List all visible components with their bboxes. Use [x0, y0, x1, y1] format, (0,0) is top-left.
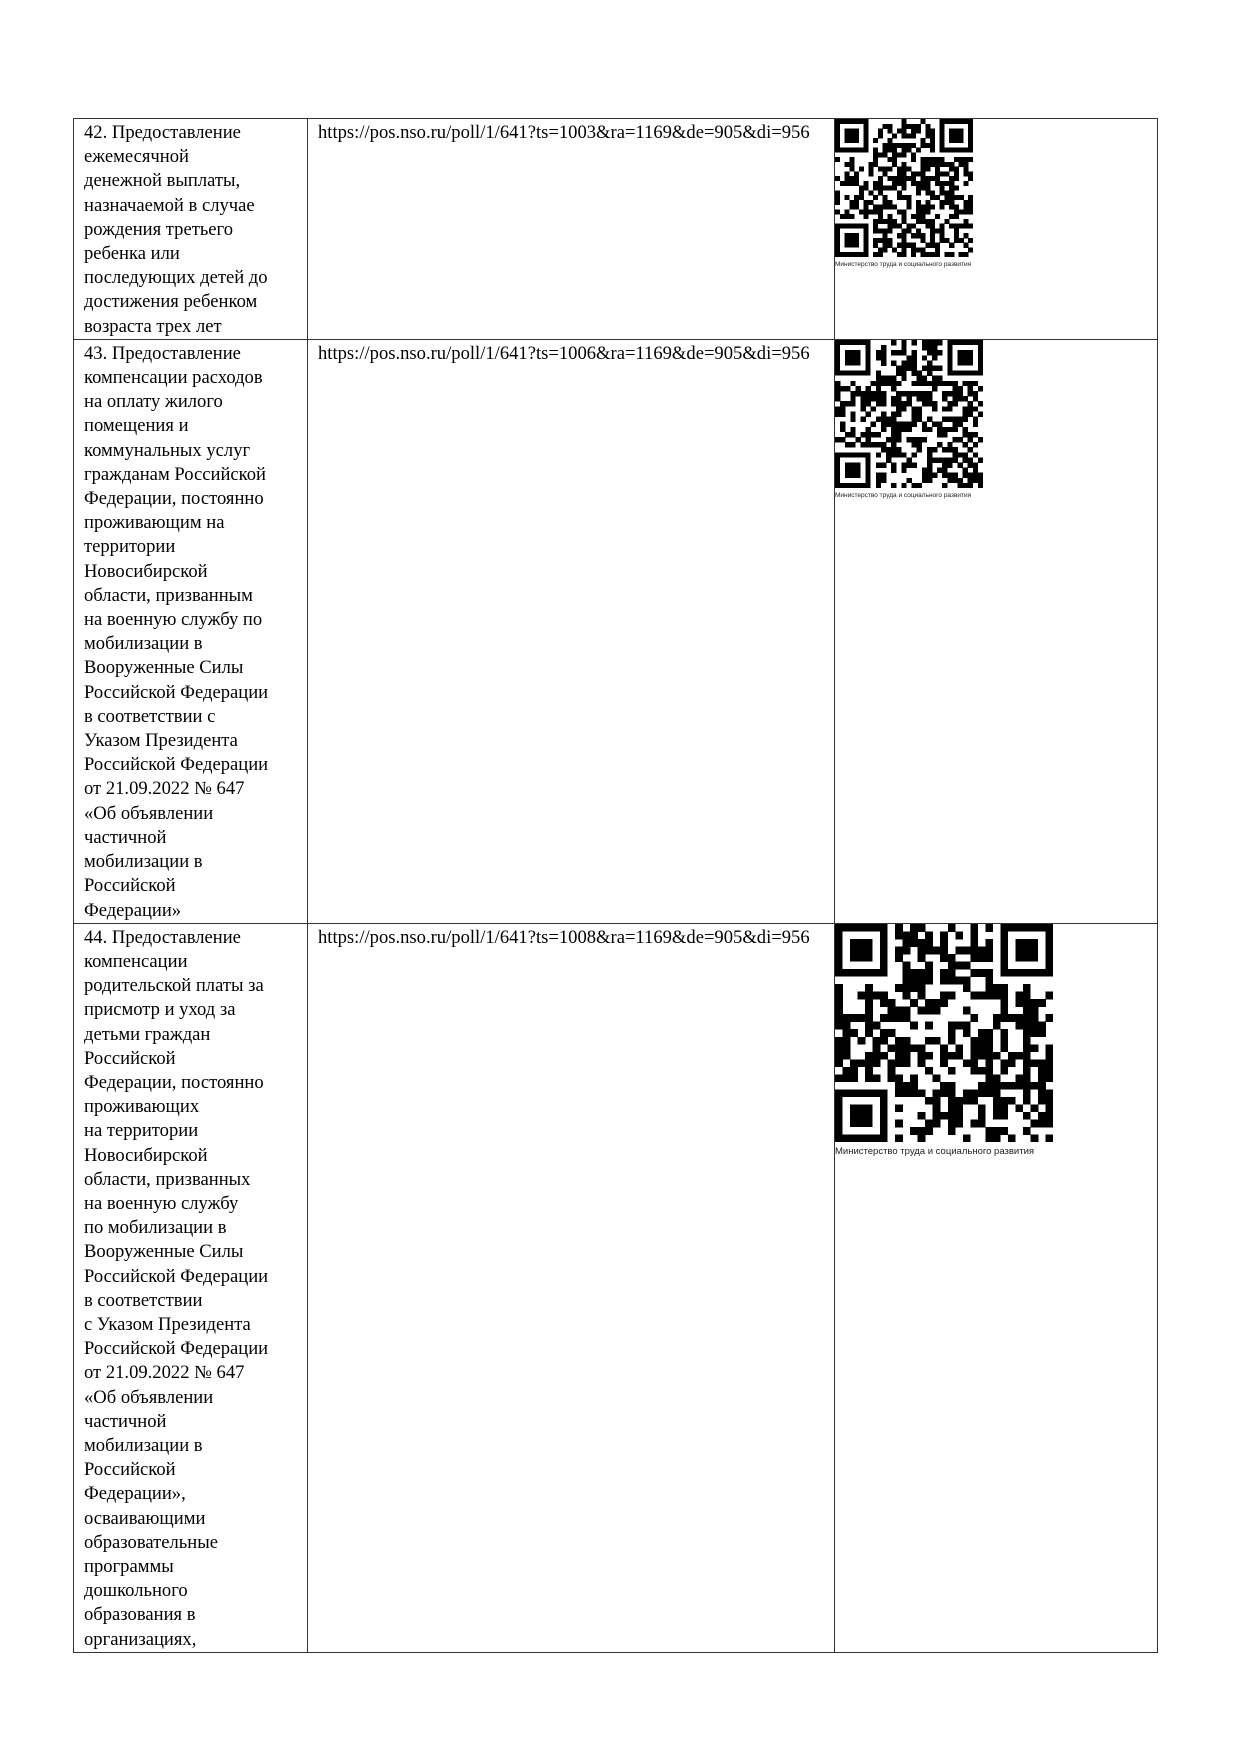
qr-cell — [835, 339, 1158, 923]
service-name-line: Федерации», — [84, 1483, 186, 1505]
services-table — [73, 118, 1158, 1653]
service-name-line: Федерации, постоянно — [84, 1071, 264, 1093]
service-name — [74, 119, 307, 339]
service-name-line: Российской — [84, 1459, 176, 1481]
service-name-line: образования в — [84, 1604, 196, 1626]
service-name-line: родительской платы за — [84, 975, 264, 997]
service-name-line: «Об объявлении — [84, 1386, 214, 1408]
service-name-line: возраста трех лет — [84, 315, 222, 337]
service-name-line: коммунальных услуг — [84, 439, 251, 461]
qr-cell — [835, 923, 1158, 1652]
service-name-line: помещения и — [84, 415, 189, 437]
service-name-line: в соответствии — [84, 1289, 203, 1311]
service-name-line: Указом Президента — [84, 730, 238, 752]
service-url-cell — [308, 923, 835, 1652]
service-url-cell — [308, 339, 835, 923]
service-url[interactable]: https://pos.nso.ru/poll/1/641?ts=1003&ra=1169&de=905&di=956 — [318, 122, 810, 143]
service-name-line: проживающих — [84, 1096, 200, 1118]
service-name-line: мобилизации в — [84, 851, 203, 873]
service-name-line: образовательные — [84, 1531, 218, 1553]
table-row — [74, 923, 1158, 1652]
service-name-line: денежной выплаты, — [84, 170, 241, 192]
service-name-line: территории — [84, 536, 176, 558]
service-name-line: назначаемой в случае — [84, 194, 255, 216]
service-name-line: на военную службу — [84, 1192, 239, 1214]
service-name-line: в соответствии с — [84, 705, 216, 727]
service-name-line: Новосибирской — [84, 1144, 208, 1166]
qr-caption: Министерство труда и социального развития — [835, 491, 972, 499]
service-url-cell — [308, 119, 835, 340]
service-name-line: ежемесячной — [84, 146, 189, 168]
service-name-line: области, призванным — [84, 584, 253, 606]
qr-code-image — [835, 119, 973, 257]
qr-caption: Министерство труда и социального развития — [835, 1145, 1035, 1157]
service-name-line: мобилизации в — [84, 633, 203, 655]
table-row — [74, 339, 1158, 923]
service-name-line: Российской Федерации — [84, 754, 269, 776]
qr-caption: Министерство труда и социального развития — [835, 261, 972, 268]
service-name-line: компенсации — [84, 950, 188, 972]
service-name-line: от 21.09.2022 № 647 — [84, 778, 245, 800]
service-name-line: ребенка или — [84, 243, 180, 265]
service-name-line: 44. Предоставление — [84, 926, 241, 948]
service-name-line: организациях, — [84, 1628, 197, 1650]
service-name-cell — [74, 923, 308, 1652]
service-name-line: «Об объявлении — [84, 802, 214, 824]
service-name-line: осваивающими — [84, 1507, 206, 1529]
service-name-line: на военную службу по — [84, 609, 263, 631]
service-name-line: присмотр и уход за — [84, 999, 236, 1021]
service-name-line: Федерации» — [84, 899, 182, 921]
service-name-line: 42. Предоставление — [84, 122, 241, 143]
service-name-cell — [74, 119, 308, 340]
service-name-line: Российской — [84, 1047, 176, 1069]
service-name-line: проживающим на — [84, 512, 225, 534]
service-name-line: достижения ребенком — [84, 291, 258, 313]
service-name-line: детьми граждан — [84, 1023, 211, 1045]
service-name-line: частичной — [84, 826, 167, 848]
service-name-line: компенсации расходов — [84, 367, 263, 389]
service-name-line: на оплату жилого — [84, 391, 223, 413]
service-name-line: гражданам Российской — [84, 463, 266, 485]
qr-code-image — [835, 924, 1053, 1142]
service-name-line: Новосибирской — [84, 560, 208, 582]
service-name-line: программы — [84, 1555, 174, 1577]
service-name — [74, 924, 307, 1652]
qr-cell — [835, 119, 1158, 340]
service-name-line: мобилизации в — [84, 1434, 203, 1456]
service-name-line: Вооруженные Силы — [84, 1241, 244, 1263]
service-name-line: дошкольного — [84, 1580, 188, 1602]
service-name-line: 43. Предоставление — [84, 342, 241, 364]
service-name-line: последующих детей до — [84, 267, 268, 289]
service-url[interactable]: https://pos.nso.ru/poll/1/641?ts=1006&ra=1169&de=905&di=956 — [318, 342, 810, 364]
service-name — [74, 340, 307, 923]
service-name-line: частичной — [84, 1410, 167, 1432]
service-name-line: Российской Федерации — [84, 1338, 269, 1360]
service-name-line: по мобилизации в — [84, 1217, 227, 1239]
service-name-line: Вооруженные Силы — [84, 657, 244, 679]
service-name-line: Российской — [84, 875, 176, 897]
service-name-line: Российской Федерации — [84, 681, 269, 703]
service-name-line: с Указом Президента — [84, 1313, 251, 1335]
service-url[interactable]: https://pos.nso.ru/poll/1/641?ts=1008&ra=1169&de=905&di=956 — [318, 926, 810, 948]
service-name-line: области, призванных — [84, 1168, 251, 1190]
service-name-cell — [74, 339, 308, 923]
qr-code-image — [835, 340, 983, 488]
service-name-line: Российской Федерации — [84, 1265, 269, 1287]
service-name-line: Федерации, постоянно — [84, 488, 264, 510]
service-name-line: рождения третьего — [84, 218, 234, 240]
service-name-line: на территории — [84, 1120, 199, 1142]
service-name-line: от 21.09.2022 № 647 — [84, 1362, 245, 1384]
table-row — [74, 119, 1158, 340]
